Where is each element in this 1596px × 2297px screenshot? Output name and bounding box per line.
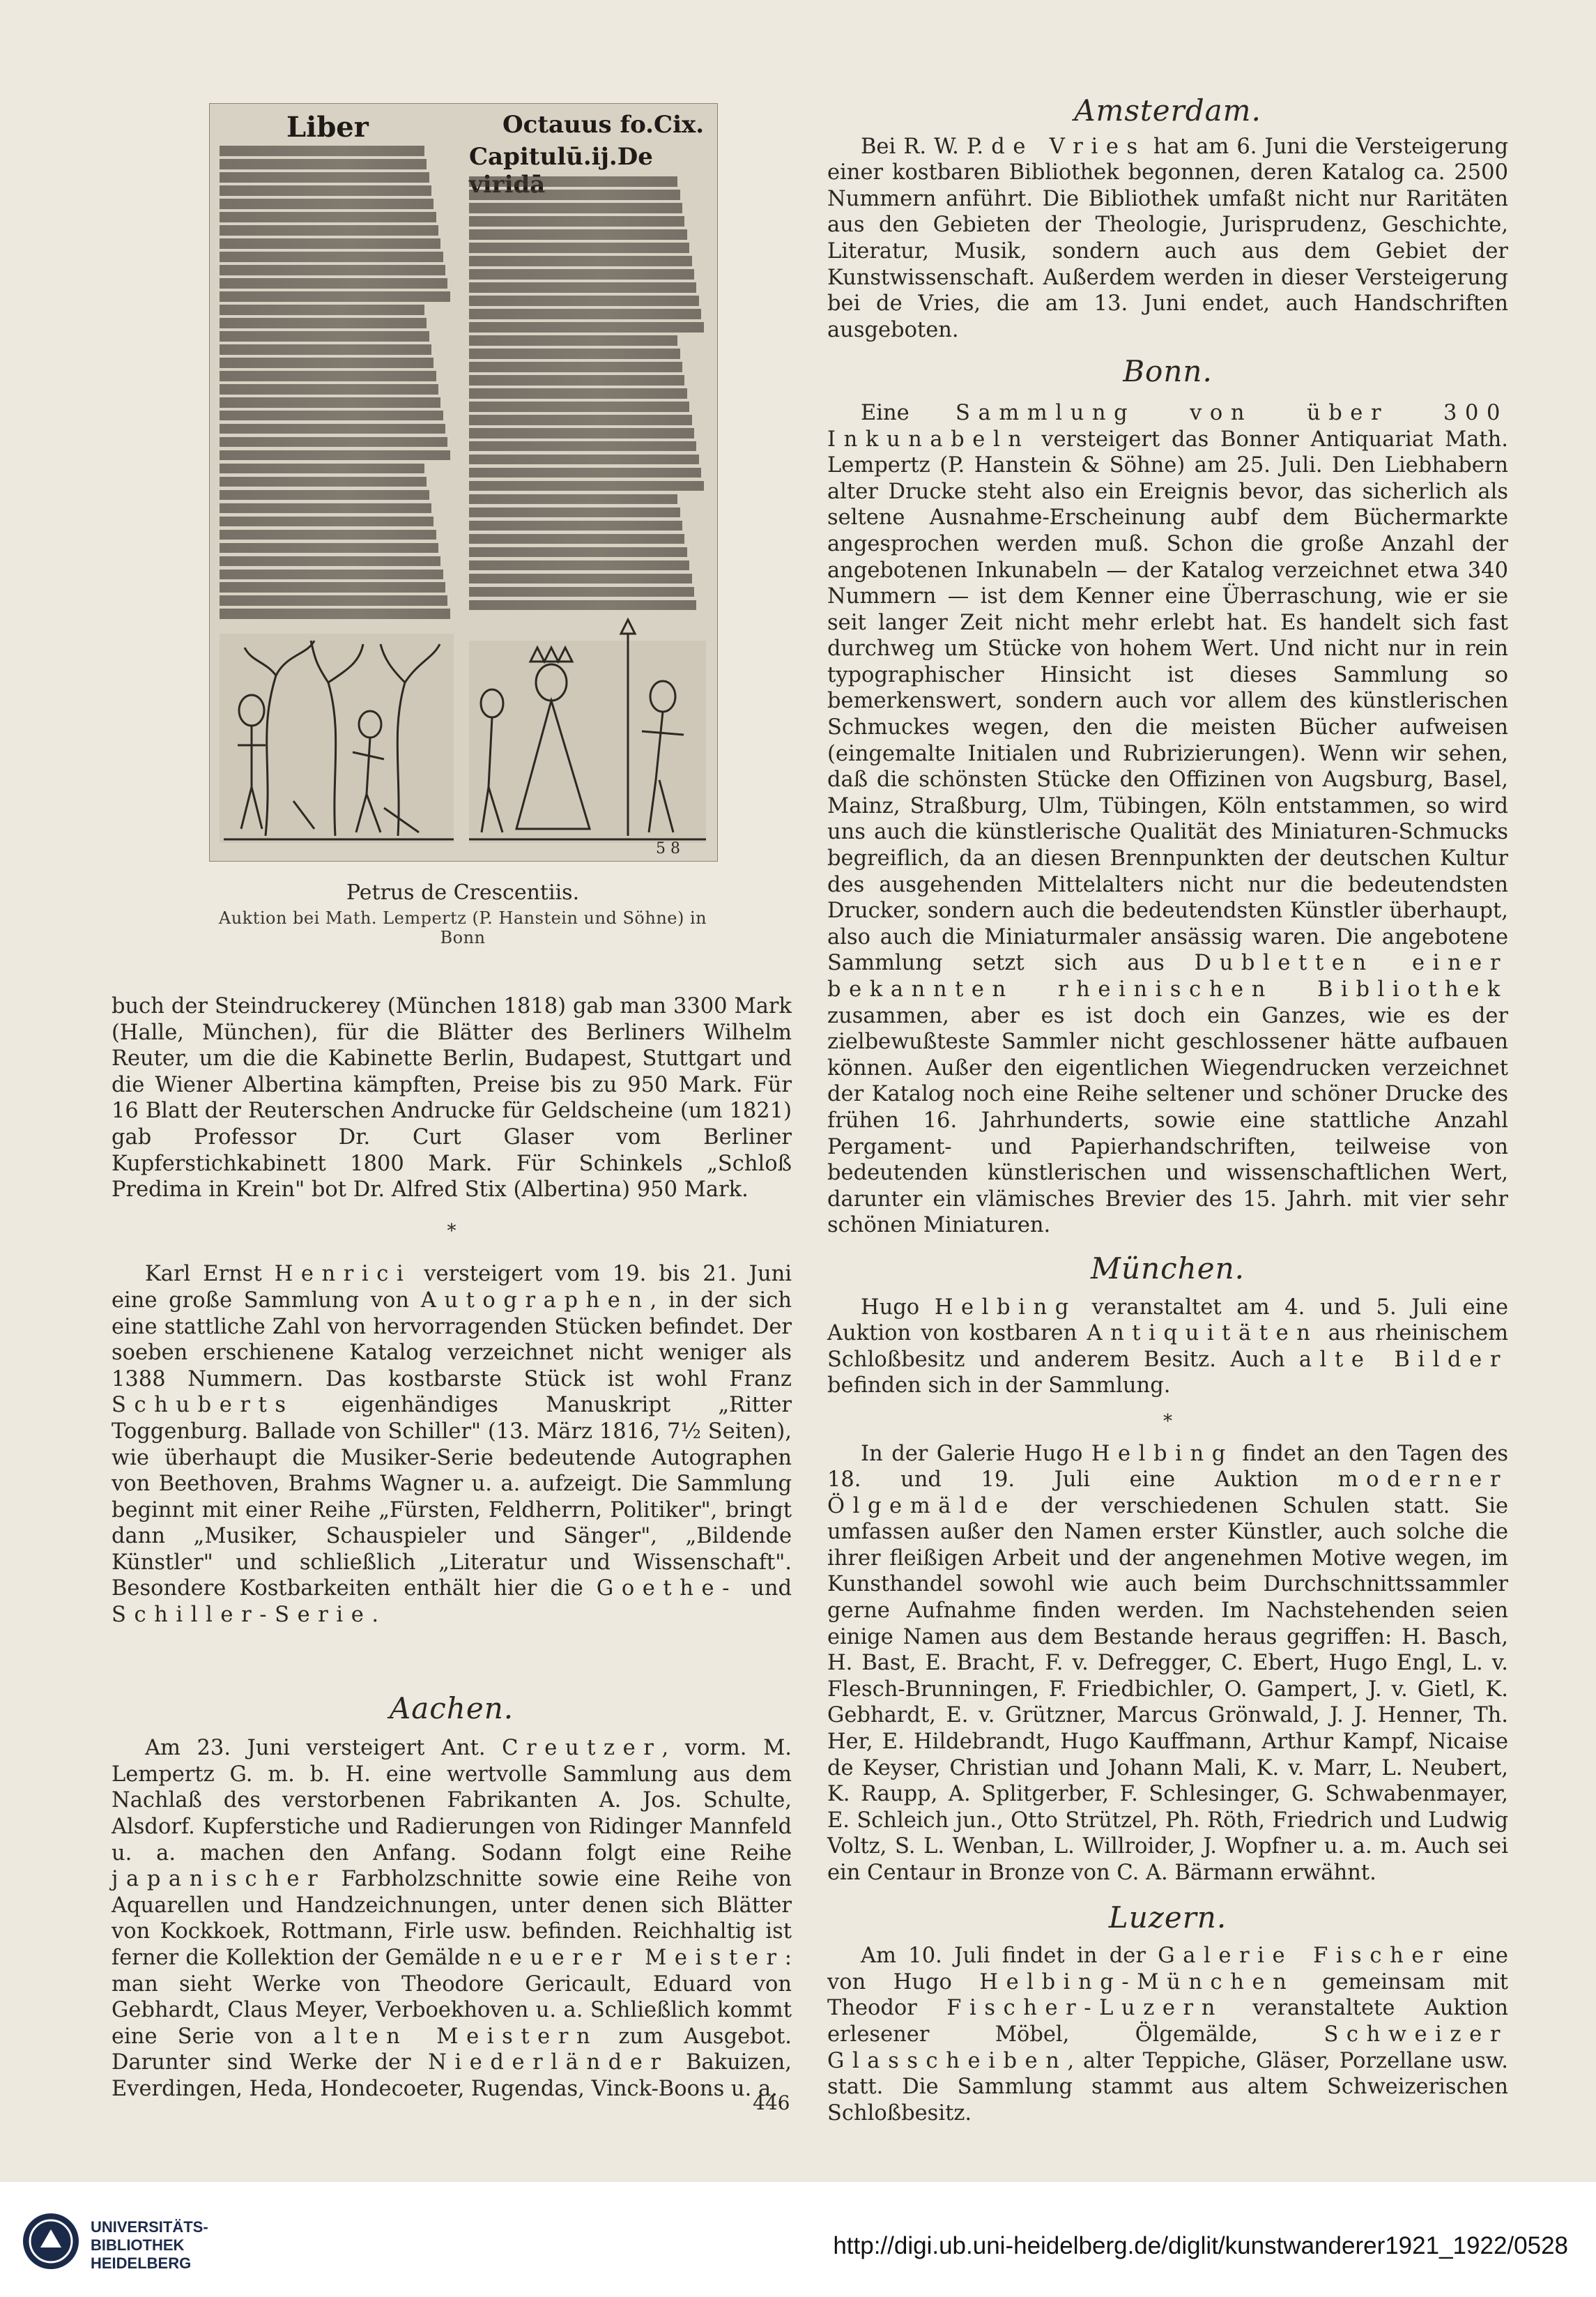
plate-header-left: Liber: [286, 111, 369, 144]
source-url-link[interactable]: http://digi.ub.uni-heidelberg.de/diglit/kunstwanderer1921_1922/0528: [833, 2232, 1568, 2259]
footer-bar: [0, 2182, 1596, 2297]
paragraph: Am 10. Juli findet in der Galerie Fischer eine von Hugo Helbing-München gemeinsam mit Theodor Fischer-Luzern veranstaltete Auktion erlesener Möbel, Ölgemälde, Schweizer Glasscheiben, alter Teppiche, Gläser, Porzellane usw. statt. Die Sammlung stammt aus altem Schweizerischen Schloßbesitz.: [827, 1944, 1508, 2126]
plate-header-right: Octauus fo.Cix.: [502, 111, 705, 139]
section-separator: *: [1163, 1410, 1172, 1432]
paragraph: Eine Sammlung von über 300 Inkunabeln versteigert das Bonner Antiquariat Math. Lempertz (P. Hanstein & Söhne) am 25. Juli. Den Liebhabern alter Drucke steht also ein Ereignis bevor, das sicherlich als seltene Ausnahme-Erscheinung aubf dem Büchermarkte angesprochen werden muß. Schon die große Anzahl der angebotenen Inkunabeln — der Katalog verzeichnet etwa 340 Nummern — ist dem Kenner eine Überraschung, wie er sie seit langer Zeit nicht mehr erlebt hat. Es handelt sich fast durchweg um Stücke von hohem Wert. Und nicht nur in rein typographischer Hinsicht ist dieses Sammlung so bemerkenswert, sondern auch vor allem des künstlerischen Schmuckes wegen, den die meisten Bücher aufweisen (eingemalte Initialen und Rubrizierungen). Wenn wir sehen, daß die schönsten Stücke den Offizinen von Augsburg, Basel, Mainz, Straßburg, Ulm, Tübingen, Köln entstammen, so wird uns auch die künstlerische Qualität des Miniaturen-Schmucks begreiflich, da an diesen Brennpunkten der deutschen Kultur des ausgehenden Mittelalters nicht nur die bedeutendsten Drucker, sondern auch die bedeutendsten Künstler überhaupt, also auch die Miniaturmaler ansässig waren. Die angebotene Sammlung setzt sich aus Dubletten einer bekannten rheinischen Bibliothek zusammen, aber es ist doch ein Ganzes, wie es der zielbewußteste Sammler nicht geschlossener hätte aufbauen können. Außer den eigentlichen Wiegendrucken verzeichnet der Katalog noch eine Reihe seltener und schöner Drucke des frühen 16. Jahrhunderts, sowie eine stattliche Anzahl Pergament- und Papierhandschriften, teilweise von bedeutenden künstlerischen und wissenschaftlichen Wert, darunter ein vlämisches Brevier des 15. Jahrh. mit vier sehr schönen Miniaturen.: [827, 400, 1508, 1238]
figure-caption: Petrus de Crescentiis.: [346, 880, 580, 905]
section-heading-luzern: Luzern.: [1108, 1900, 1227, 1934]
woodcut-illustration: [210, 104, 717, 861]
paragraph: Bei R. W. P. de Vries hat am 6. Juni die Versteigerung einer kostbaren Bibliothek begonnen, deren Katalog ca. 2500 Nummern anführt. Die Bibliothek umfaßt nicht nur Raritäten aus den Gebieten der Theologie, Jurisprudenz, Geschichte, Literatur, Musik, sondern auch aus dem Gebiet der Kunstwissenschaft. Außerdem werden in dieser Versteigerung bei de Vries, die am 13. Juni endet, auch Handschriften ausgeboten.: [827, 134, 1508, 342]
paragraph: Am 23. Juni versteigert Ant. Creutzer, vorm. M. Lempertz G. m. b. H. eine wertvolle Sammlung aus dem Nachlaß des verstorbenen Fabrikanten A. Jos. Schulte, Alsdorf. Kupferstiche und Radierungen von Ridinger Mannfeld u. a. machen den Anfang. Sodann folgt eine Reihe japanischer Farbholzschnitte sowie eine Reihe von Aquarellen und Handzeichnungen, unter denen sich Blätter von Kockkoek, Rottmann, Firle usw. befinden. Reichhaltig ist ferner die Kollektion der Gemälde neuerer Meister: man sieht Werke von Theodore Gericault, Eduard von Gebhardt, Claus Meyer, Verboekhoven u. a. Schließlich kommt eine Serie von alten Meistern zum Ausgebot. Darunter sind Werke der Niederländer Bakuizen, Everdingen, Heda, Hondecoeter, Rugendas, Vinck-Boons u. a.: [112, 1736, 792, 2101]
left-column: [112, 993, 792, 2103]
paragraph: Hugo Helbing veranstaltet am 4. und 5. Juli eine Auktion von kostbaren Antiquitäten aus rheinischem Schloßbesitz und anderem Besitz. Auch alte Bilder befinden sich in der Sammlung.: [827, 1295, 1508, 1398]
paragraph: Karl Ernst Henrici versteigert vom 19. bis 21. Juni eine große Sammlung von Autographen, in der sich eine stattliche Zahl von hervorragenden Stücken befindet. Der soeben erschienene Katalog verzeichnet nicht weniger als 1388 Nummern. Das kostbarste Stück ist wohl Franz Schuberts eigenhändiges Manuskript „Ritter Toggenburg. Ballade von Schiller" (13. März 1816, 7½ Seiten), wie überhaupt die Musiker-Serie bedeutende Autographen von Beethoven, Brahms Wagner u. a. aufzeigt. Die Sammlung beginnt mit einer Reihe „Fürsten, Feldherrn, Politiker", bringt dann „Musiker, Schauspieler und Sänger", „Bildende Künstler" und schließlich „Literatur und Wissenschaft". Besondere Kostbarkeiten enthält hier die Goethe- und Schiller-Serie.: [112, 1262, 792, 1628]
illustration-plate: [209, 103, 718, 862]
section-heading-amsterdam: Amsterdam.: [1074, 93, 1261, 128]
section-separator: *: [447, 1220, 456, 1242]
plate-corner-mark: 5 8: [656, 840, 680, 857]
page-number: 446: [753, 2091, 790, 2114]
section-heading-bonn: Bonn.: [1123, 354, 1213, 389]
section-heading-munchen: München.: [1091, 1251, 1245, 1285]
paragraph: In der Galerie Hugo Helbing findet an den Tagen des 18. und 19. Juli eine Auktion moderner Ölgemälde der verschiedenen Schulen statt. Sie umfassen außer den Namen erster Künstler, auch solche die ihrer fleißigen Arbeit und der angenehmen Motive wegen, im Kunsthandel sowohl wie auch beim Durchschnittssammler gerne Aufnahme finden werden. Im Nachstehenden seien einige Namen aus dem Bestande heraus gegriffen: H. Basch, H. Bast, E. Bracht, F. v. Defregger, C. Ebert, Hugo Engl, L. v. Flesch-Brunningen, F. Friedbichler, O. Gampert, J. v. Gietl, K. Gebhardt, E. v. Grützner, Marcus Grönwald, J. J. Henner, Th. Her, E. Hildebrandt, Hugo Kauffmann, Arthur Kampf, Nicaise de Keyser, Christian und Johann Mali, K. v. Marr, L. Neubert, K. Raupp, A. Splitgerber, F. Schlesinger, G. Schwabenmayer, E. Schleich jun., Otto Strützel, Ph. Röth, Friedrich und Ludwig Voltz, S. L. Wenban, L. Willroider, J. Wopfner u. a. m. Auch sei ein Centaur in Bronze von C. A. Bärmann erwähnt.: [827, 1441, 1508, 1885]
right-column: [827, 93, 1508, 2126]
plate-chapter-head: Capitulū.ij.De: [469, 143, 653, 171]
university-seal-icon: [21, 2211, 81, 2271]
library-logo[interactable]: UNIVERSITÄTS- BIBLIOTHEK HEIDELBERG: [91, 2218, 208, 2272]
paragraph: buch der Steindruckerey (München 1818) gab man 3300 Mark (Halle, München), für die Blätter des Berliners Wilhelm Reuter, um die die Kabinette Berlin, Budapest, Stuttgart und die Wiener Albertina kämpften, Preise bis zu 950 Mark. Für 16 Blatt der Reuterschen Andrucke für Geldscheine (um 1821) gab Professor Dr. Curt Glaser vom Berliner Kupferstichkabinett 1800 Mark. Für Schinkels „Schloß Predima in Krein" bot Dr. Alfred Stix (Albertina) 950 Mark.: [112, 994, 792, 1203]
section-heading-aachen: Aachen.: [389, 1691, 514, 1725]
figure-credit: Auktion bei Math. Lempertz (P. Hanstein und Söhne) in Bonn: [218, 908, 707, 947]
